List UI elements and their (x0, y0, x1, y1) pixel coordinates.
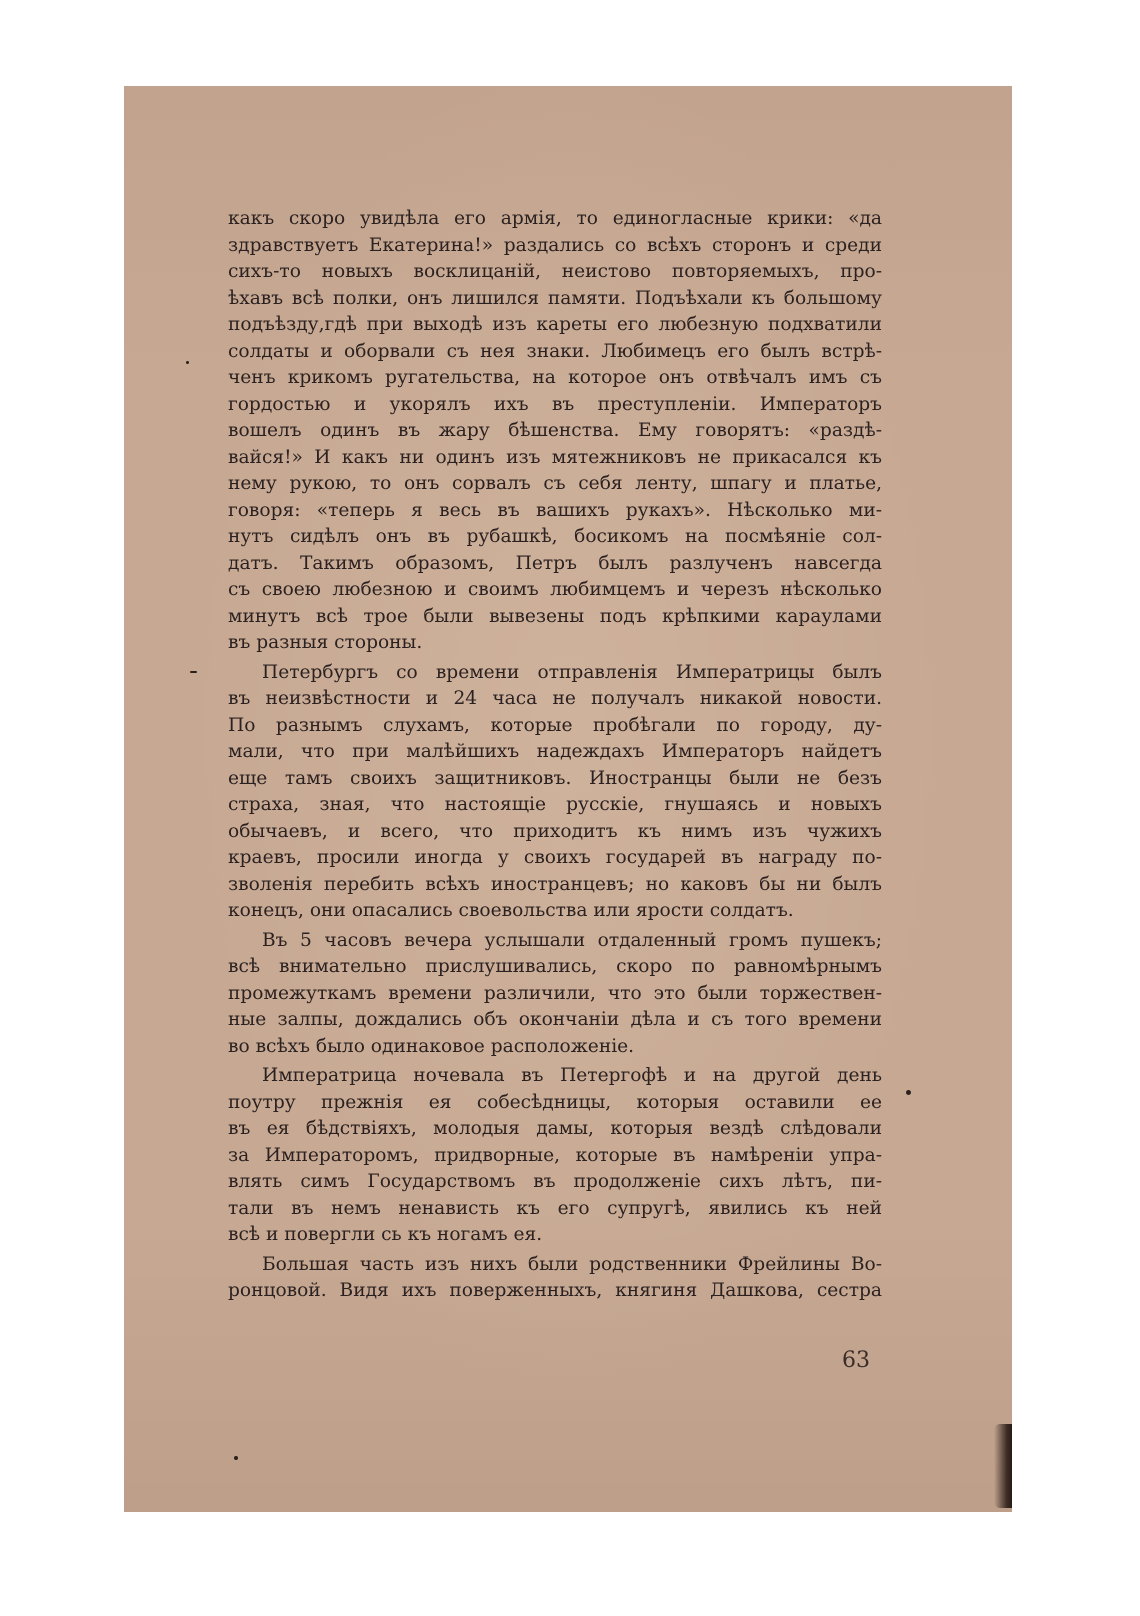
text-line: солдаты и оборвали съ нея знаки. Любимецъ его былъ встрѣ- (228, 340, 882, 362)
text-line: за Императоромъ, придворные, которые въ намѣреніи упра- (228, 1144, 882, 1166)
text-line: во всѣхъ было одинаковое расположеніе. (228, 1035, 635, 1057)
text-line: въ разныя стороны. (228, 632, 423, 653)
text-line: нутъ сидѣлъ онъ въ рубашкѣ, босикомъ на посмѣяніе сол- (228, 526, 882, 547)
text-line: здравствуетъ Екатерина!» раздались со всѣхъ сторонъ и среди (228, 234, 882, 256)
text-line: всѣ внимательно прислушивались, скоро по равномѣрнымъ (228, 956, 882, 977)
text-line: еще тамъ своихъ защитниковъ. Иностранцы были не безъ (228, 767, 882, 789)
text-line: ные залпы, дождались объ окончаніи дѣла и съ того времени (228, 1009, 882, 1030)
text-line: вайся!» И какъ ни одинъ изъ мятежниковъ не прикасался къ (228, 446, 882, 468)
text-line: Большая часть изъ нихъ были родственники Фрейлины Во- (262, 1253, 882, 1275)
text-line: По разнымъ слухамъ, которые пробѣгали по городу, ду- (228, 714, 882, 736)
book-page (124, 86, 1012, 1512)
text-line: Петербургъ со времени отправленія Императрицы былъ (262, 661, 882, 683)
text-line: страха, зная, что настоящіе русскіе, гнушаясь и новыхъ (228, 794, 882, 815)
text-line: всѣ и повергли сь къ ногамъ ея. (228, 1224, 543, 1245)
page-number: 63 (842, 1348, 870, 1373)
text-line: датъ. Такимъ образомъ, Петръ былъ разлученъ навсегда (228, 552, 882, 574)
text-line: съ своею любезною и своимъ любимцемъ и черезъ нѣсколько (228, 579, 882, 600)
text-line: подъѣзду,гдѣ при выходѣ изъ кареты его любезную подхватили (228, 314, 882, 335)
text-line: ѣхавъ всѣ полки, онъ лишился памяти. Подъѣхали къ большому (228, 287, 882, 309)
text-line: обычаевъ, и всего, что приходитъ къ нимъ изъ чужихъ (228, 820, 882, 842)
text-line: мали, что при малѣйшихъ надеждахъ Императоръ найдетъ (228, 741, 882, 762)
text-line: ченъ крикомъ ругательства, на которое онъ отвѣчалъ имъ съ (228, 367, 882, 388)
text-line: сихъ-то новыхъ восклицаній, неистово повторяемыхъ, про- (228, 261, 882, 282)
text-line: въ неизвѣстности и 24 часа не получалъ никакой новости. (228, 688, 882, 709)
text-line: Въ 5 часовъ вечера услышали отдаленный громъ пушекъ; (262, 929, 882, 951)
text-line: вошелъ одинъ въ жару бѣшенства. Ему говорятъ: «раздѣ- (228, 420, 882, 441)
body-text (228, 206, 882, 1305)
text-line: Императрица ночевала въ Петергофѣ и на другой день (262, 1065, 882, 1086)
text-line: зволенія перебить всѣхъ иностранцевъ; но каковъ бы ни былъ (228, 873, 882, 895)
text-line: ронцовой. Видя ихъ поверженныхъ, княгиня Дашкова, сестра (228, 1280, 882, 1301)
text-line: влять симъ Государствомъ въ продолженіе сихъ лѣтъ, пи- (228, 1171, 882, 1192)
text-line: тали въ немъ ненависть къ его супругѣ, явились къ ней (228, 1197, 882, 1219)
text-line: конецъ, они опасались своевольства или ярости солдатъ. (228, 900, 794, 921)
page-edge-shadow (994, 1424, 1012, 1508)
text-line: поутру прежнія ея собесѣдницы, которыя оставили ее (228, 1091, 882, 1113)
text-line: какъ скоро увидѣла его армія, то единогласные крики: «да (228, 208, 882, 229)
text-line: промежуткамъ времени различили, что это были торжествен- (228, 982, 882, 1004)
text-line: гордостью и укорялъ ихъ въ преступленіи. Императоръ (228, 393, 882, 415)
text-line: въ ея бѣдствіяхъ, молодыя дамы, которыя вездѣ слѣдовали (228, 1118, 882, 1139)
ink-speck (234, 1456, 238, 1460)
text-line: краевъ, просили иногда у своихъ государей въ награду по- (228, 847, 882, 868)
text-line: нему рукою, то онъ сорвалъ съ себя ленту, шпагу и платье, (228, 473, 882, 494)
ink-speck (906, 1090, 911, 1095)
ink-speck (190, 671, 197, 673)
ink-speck (186, 361, 189, 364)
text-line: минутъ всѣ трое были вывезены подъ крѣпкими караулами (228, 605, 882, 627)
text-line: говоря: «теперь я весь въ вашихъ рукахъ». Нѣсколько ми- (228, 499, 882, 521)
